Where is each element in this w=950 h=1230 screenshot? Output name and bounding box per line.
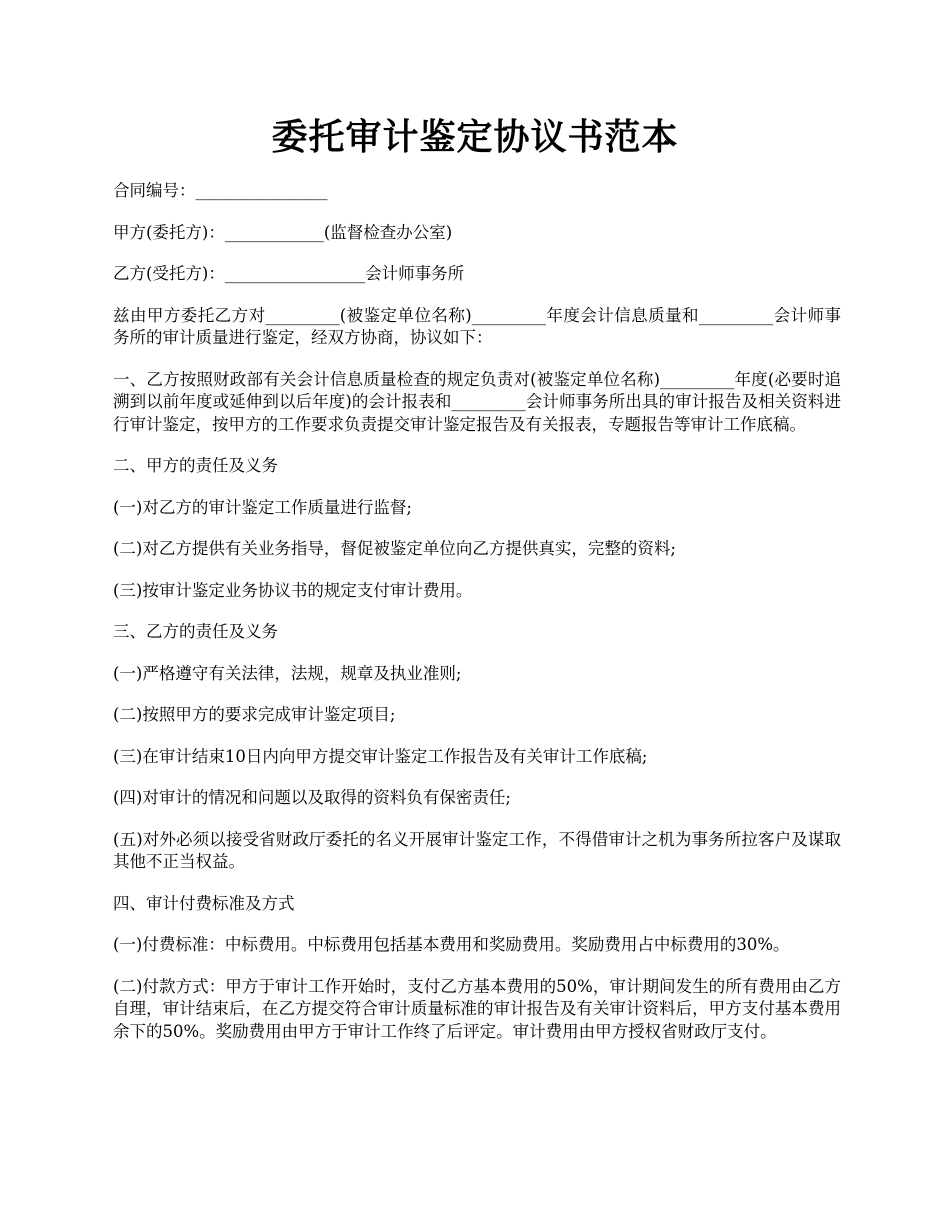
- section-3-item-5: (五)对外必须以接受省财政厅委托的名义开展审计鉴定工作，不得借审计之机为事务所拉客户及谋取其他不正当权益。: [113, 829, 841, 871]
- section-4-heading: 四、审计付费标准及方式: [113, 893, 295, 913]
- section-3-item-1: (一)严格遵守有关法律，法规，规章及执业准则;: [113, 663, 462, 683]
- section-2-item-3: (三)按审计鉴定业务协议书的规定支付审计费用。: [113, 580, 473, 600]
- section-3-item-3: (三)在审计结束10日内向甲方提交审计鉴定工作报告及有关审计工作底稿;: [113, 746, 648, 766]
- section-2-item-1: (一)对乙方的审计鉴定工作质量进行监督;: [113, 497, 412, 517]
- section-3-heading: 三、乙方的责任及义务: [113, 622, 278, 641]
- section-2-item-2: (二)对乙方提供有关业务指导，督促被鉴定单位向乙方提供真实，完整的资料;: [113, 539, 676, 558]
- party-b-line: 乙方(受托方)：_________________会计师事务所: [113, 264, 465, 283]
- clause-1-paragraph: 一、乙方按照财政部有关会计信息质量检查的规定负责对(被鉴定单位名称)_________年度(必要时追溯到以前年度或延伸到以后年度)的会计报表和_________会计师事务所出具的审计报告及相关资料进行审计鉴定，按甲方的工作要求负责提交审计鉴定报告及有关报表，专题报告等审计工作底稿。: [113, 369, 841, 434]
- party-a-line: 甲方(委托方)：____________(监督检查办公室): [113, 222, 453, 242]
- contract-number-line: 合同编号：________________: [113, 181, 328, 200]
- document-body: [113, 180, 841, 1062]
- section-4-item-2: (二)付款方式：甲方于审计工作开始时，支付乙方基本费用的50%，审计期间发生的所有费用由乙方自理，审计结束后，在乙方提交符合审计质量标准的审计报告及有关审计资料后，甲方支付基本费用余下的50%。奖励费用由甲方于审计工作终了后评定。审计费用由甲方授权省财政厅支付。: [113, 976, 841, 1041]
- section-4-item-1: (一)付费标准：中标费用。中标费用包括基本费用和奖励费用。奖励费用占中标费用的30%。: [113, 935, 790, 954]
- preamble-paragraph: 兹由甲方委托乙方对_________(被鉴定单位名称)_________年度会计信息质量和_________会计师事务所的审计质量进行鉴定，经双方协商，协议如下：: [113, 305, 841, 347]
- section-3-item-2: (二)按照甲方的要求完成审计鉴定项目;: [113, 705, 396, 724]
- section-3-item-4: (四)对审计的情况和问题以及取得的资料负有保密责任;: [113, 788, 511, 807]
- document-title: 委托审计鉴定协议书范本: [271, 116, 679, 158]
- section-2-heading: 二、甲方的责任及义务: [113, 456, 278, 475]
